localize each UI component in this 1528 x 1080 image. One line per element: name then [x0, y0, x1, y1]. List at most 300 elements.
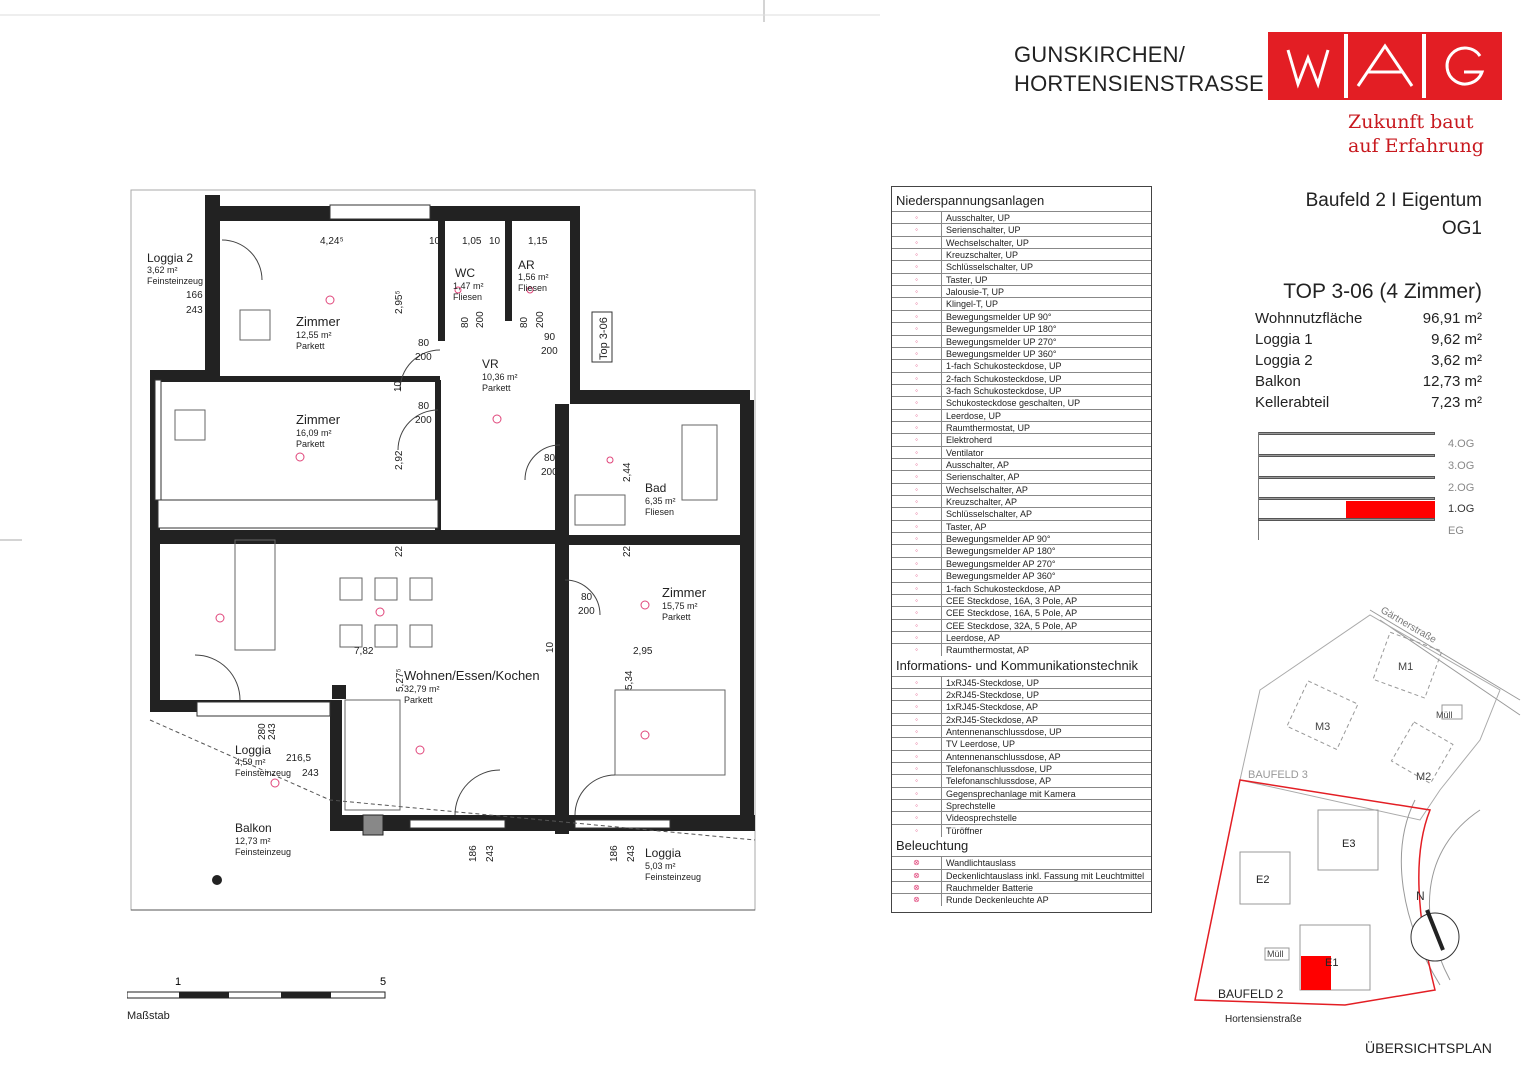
legend-row — [892, 335, 1151, 348]
legend-label: Serienschalter, AP — [946, 472, 1020, 483]
room-floor: Parkett — [482, 383, 511, 393]
legend-row — [892, 310, 1151, 323]
dimension: 166 — [186, 290, 203, 301]
legend-symbol-icon: ◦ — [892, 422, 942, 434]
legend-symbol-icon: ◦ — [892, 763, 942, 775]
legend-symbol-icon: ◦ — [892, 459, 942, 471]
legend-symbol-icon: ◦ — [892, 689, 942, 701]
room-area: 15,75 m² — [662, 601, 698, 611]
legend-symbol-icon: ◦ — [892, 775, 942, 787]
building-label: E3 — [1342, 838, 1356, 850]
legend-symbol-icon: ◦ — [892, 558, 942, 570]
legend-symbol-icon: ◦ — [892, 336, 942, 348]
legend-symbol-icon: ◦ — [892, 249, 942, 261]
legend-row — [892, 824, 1151, 837]
level-label: EG — [1448, 525, 1464, 537]
building-label: E1 — [1325, 957, 1339, 969]
legend-symbol-icon: ◦ — [892, 533, 942, 545]
room-name: VR — [482, 357, 499, 371]
legend-label: TV Leerdose, UP — [946, 739, 1016, 750]
area-value: 9,62 m² — [1431, 331, 1482, 348]
room-name: AR — [518, 258, 535, 272]
legend-row — [892, 688, 1151, 701]
area-label: Kellerabteil — [1255, 394, 1330, 411]
area-row — [1255, 352, 1482, 372]
legend-row — [892, 762, 1151, 775]
windows — [155, 205, 670, 828]
area-row — [1255, 331, 1482, 351]
dimension: 80 — [418, 401, 430, 412]
legend-symbol-icon: ◦ — [892, 701, 942, 713]
legend-row — [892, 446, 1151, 459]
room-area: 12,73 m² — [235, 836, 271, 846]
level-slab — [1258, 476, 1435, 479]
muell-label: Müll — [1267, 949, 1284, 959]
level-slab — [1258, 454, 1435, 457]
active-level-highlight — [1346, 501, 1435, 518]
street-bottom-label: Hortensienstraße — [1225, 1014, 1302, 1025]
legend-row — [892, 236, 1151, 249]
dimension: 243 — [485, 845, 496, 862]
legend-label: Taster, UP — [946, 274, 988, 285]
overview-caption: ÜBERSICHTSPLAN — [1365, 1040, 1492, 1056]
legend-label: Antennenanschlussdose, AP — [946, 751, 1061, 762]
legend-label: Jalousie-T, UP — [946, 287, 1005, 298]
legend-row — [892, 787, 1151, 800]
room-name: Loggia — [645, 846, 682, 860]
legend-row — [892, 569, 1151, 582]
dimension: 243 — [626, 845, 637, 862]
legend-row — [892, 285, 1151, 298]
level-label: 1.OG — [1448, 503, 1475, 515]
area-label: Loggia 2 — [1255, 352, 1313, 369]
legend-symbol-icon: ◦ — [892, 298, 942, 310]
room-name: Balkon — [235, 821, 272, 835]
room-name: Wohnen/Essen/Kochen — [404, 668, 540, 683]
legend-row — [892, 495, 1151, 508]
legend-symbol-icon: ◦ — [892, 825, 942, 837]
legend-row — [892, 297, 1151, 310]
dimension: 5,34 — [624, 670, 635, 690]
area-label: Balkon — [1255, 373, 1301, 390]
legend-row — [892, 606, 1151, 619]
legend-symbol-icon: ⊗ — [892, 894, 942, 906]
legend-label: Rauchmelder Batterie — [946, 882, 1034, 893]
legend-symbol-icon: ◦ — [892, 397, 942, 409]
legend-section-title: Informations- und Kommunikationstechnik — [896, 657, 1139, 673]
level-label: 4.OG — [1448, 438, 1475, 450]
unit-title: TOP 3-06 (4 Zimmer) — [1283, 280, 1482, 303]
room-floor: Parkett — [296, 341, 325, 351]
dimension: 200 — [535, 311, 546, 328]
legend-symbol-icon: ◦ — [892, 583, 942, 595]
dimension: 10 — [393, 380, 404, 392]
legend-label: Kreuzschalter, UP — [946, 250, 1019, 261]
legend-symbol-icon: ◦ — [892, 751, 942, 763]
dimension: 280 — [257, 723, 268, 740]
legend-table — [891, 186, 1152, 913]
room-name: WC — [455, 266, 475, 280]
level-label: 2.OG — [1448, 482, 1475, 494]
slogan — [1348, 110, 1484, 158]
dimension: 200 — [415, 415, 432, 426]
legend-label: CEE Steckdose, 32A, 5 Pole, AP — [946, 620, 1078, 631]
legend-symbol-icon: ◦ — [892, 620, 942, 632]
legend-label: Leerdose, AP — [946, 632, 1001, 643]
building-label: M3 — [1315, 721, 1331, 733]
legend-row — [892, 713, 1151, 726]
area-value: 7,23 m² — [1431, 394, 1482, 411]
legend-row — [892, 433, 1151, 446]
legend-row — [892, 676, 1151, 689]
legend-row — [892, 557, 1151, 570]
legend-label: Bewegungsmelder UP 90° — [946, 311, 1052, 322]
legend-symbol-icon: ◦ — [892, 311, 942, 323]
legend-label: 2xRJ45-Steckdose, UP — [946, 689, 1040, 700]
legend-label: Leerdose, UP — [946, 410, 1002, 421]
room-area: 4,59 m² — [235, 757, 266, 767]
scale-tick-1: 1 — [175, 976, 182, 988]
legend-label: Klingel-T, UP — [946, 299, 999, 310]
legend-label: Bewegungsmelder UP 270° — [946, 336, 1057, 347]
room-area: 10,36 m² — [482, 372, 518, 382]
legend-row — [892, 774, 1151, 787]
north-label: N — [1416, 889, 1425, 903]
room-name: Bad — [645, 481, 667, 495]
legend-label: Wechselschalter, AP — [946, 484, 1028, 495]
shaft — [332, 685, 346, 699]
balcony-drain — [212, 875, 222, 885]
legend-row — [892, 372, 1151, 385]
legend-label: Telefonanschlussdose, UP — [946, 764, 1053, 775]
room-name: Loggia 2 — [147, 251, 194, 265]
legend-label: Schlüsselschalter, AP — [946, 509, 1033, 520]
wag-logo — [1268, 32, 1502, 100]
dimension: 7,82 — [354, 646, 374, 657]
room-area: 16,09 m² — [296, 428, 332, 438]
muell-label: Müll — [1436, 710, 1453, 720]
area-value: 12,73 m² — [1422, 373, 1482, 390]
dimension: 200 — [415, 352, 432, 363]
dimension: 80 — [460, 316, 471, 328]
dimension: 216,5 — [286, 753, 312, 764]
scale-bar — [127, 975, 387, 1010]
room-floor: Fliesen — [645, 507, 675, 517]
legend-symbol-icon: ◦ — [892, 545, 942, 557]
legend-label: CEE Steckdose, 16A, 5 Pole, AP — [946, 608, 1078, 619]
legend-symbol-icon: ◦ — [892, 521, 942, 533]
dimension: 243 — [186, 305, 203, 316]
legend-symbol-icon: ◦ — [892, 714, 942, 726]
legend-row — [892, 223, 1151, 236]
legend-label: Bewegungsmelder AP 270° — [946, 558, 1056, 569]
dimension: 1,05 — [462, 236, 482, 247]
legend-row — [892, 619, 1151, 632]
legend-row — [892, 409, 1151, 422]
legend-symbol-icon: ◦ — [892, 471, 942, 483]
room-area: 32,79 m² — [404, 684, 440, 694]
legend-symbol-icon: ◦ — [892, 595, 942, 607]
room-name: Zimmer — [662, 585, 707, 600]
dimension: 1,15 — [528, 236, 548, 247]
legend-row — [892, 421, 1151, 434]
room-floor: Parkett — [662, 612, 691, 622]
legend-label: Raumthermostat, AP — [946, 645, 1030, 656]
level-label: 3.OG — [1448, 460, 1475, 472]
scale-label: Maßstab — [127, 1010, 170, 1022]
legend-label: 1xRJ45-Steckdose, AP — [946, 702, 1039, 713]
slogan-line-2: auf Erfahrung — [1348, 135, 1484, 157]
legend-label: Videosprechstelle — [946, 813, 1017, 824]
area-row — [1255, 394, 1482, 414]
legend-label: Wandlichtauslass — [946, 858, 1016, 869]
legend-symbol-icon: ◦ — [892, 286, 942, 298]
legend-row — [892, 211, 1151, 224]
legend-symbol-icon: ◦ — [892, 348, 942, 360]
room-floor: Parkett — [296, 439, 325, 449]
legend-symbol-icon: ◦ — [892, 360, 942, 372]
legend-label: 2-fach Schukosteckdose, UP — [946, 373, 1062, 384]
legend-symbol-icon: ◦ — [892, 800, 942, 812]
room-floor: Fliesen — [518, 283, 548, 293]
dimension: 4,24⁵ — [320, 236, 344, 247]
legend-symbol-icon: ◦ — [892, 677, 942, 689]
legend-row — [892, 322, 1151, 335]
legend-row — [892, 470, 1151, 483]
legend-symbol-icon: ◦ — [892, 484, 942, 496]
legend-row — [892, 483, 1151, 496]
building-label: M1 — [1398, 661, 1414, 673]
legend-row — [892, 725, 1151, 738]
legend-row — [892, 881, 1151, 894]
legend-label: Bewegungsmelder UP 180° — [946, 324, 1057, 335]
dimension: 243 — [302, 768, 319, 779]
building-label: E2 — [1256, 874, 1270, 886]
level-slab — [1258, 497, 1435, 500]
legend-row — [892, 631, 1151, 644]
room-area: 12,55 m² — [296, 330, 332, 340]
legend-label: Türöffner — [946, 825, 983, 836]
baufeld3-label: BAUFELD 3 — [1248, 769, 1308, 781]
dimension: 22 — [394, 545, 405, 557]
legend-label: Wechselschalter, UP — [946, 237, 1029, 248]
dimension: 2,95⁵ — [394, 290, 405, 314]
scale-tick-5: 5 — [380, 976, 387, 988]
legend-symbol-icon: ⊗ — [892, 882, 942, 894]
north-arrow-circle — [1411, 913, 1459, 961]
legend-symbol-icon: ◦ — [892, 812, 942, 824]
chimney — [363, 815, 383, 835]
legend-label: Bewegungsmelder AP 180° — [946, 546, 1056, 557]
slogan-line-1: Zukunft baut — [1348, 111, 1474, 133]
room-area: 1,47 m² — [453, 281, 484, 291]
legend-symbol-icon: ◦ — [892, 385, 942, 397]
legend-row — [892, 248, 1151, 261]
legend-symbol-icon: ◦ — [892, 373, 942, 385]
area-row — [1255, 310, 1482, 330]
legend-label: CEE Steckdose, 16A, 3 Pole, AP — [946, 595, 1078, 606]
legend-row — [892, 737, 1151, 750]
legend-symbol-icon: ◦ — [892, 224, 942, 236]
legend-label: Antennenanschlussdose, UP — [946, 727, 1062, 737]
dimension: 2,92 — [394, 450, 405, 470]
dimension: 80 — [418, 338, 430, 349]
legend-label: Ausschalter, UP — [946, 213, 1011, 223]
room-floor: Parkett — [404, 695, 433, 705]
legend-section-title: Beleuchtung — [896, 838, 969, 854]
area-value: 3,62 m² — [1431, 352, 1482, 369]
legend-label: 2xRJ45-Steckdose, AP — [946, 714, 1039, 725]
legend-symbol-icon: ◦ — [892, 788, 942, 800]
dimension: 80 — [581, 592, 593, 603]
legend-label: Elektroherd — [946, 435, 993, 446]
floor-label: OG1 — [1441, 218, 1482, 239]
project-title — [1014, 40, 1264, 98]
dimension: 10 — [429, 236, 441, 247]
legend-label: Telefonanschlussdose, AP — [946, 776, 1052, 787]
legend-symbol-icon: ◦ — [892, 726, 942, 738]
dimension: 10 — [489, 236, 501, 247]
room-area: 1,56 m² — [518, 272, 549, 282]
legend-row — [892, 750, 1151, 763]
level-slab — [1258, 518, 1435, 521]
legend-symbol-icon: ◦ — [892, 237, 942, 249]
area-row — [1255, 373, 1482, 393]
legend-symbol-icon: ◦ — [892, 644, 942, 656]
room-floor: Feinsteinzeug — [235, 847, 292, 857]
legend-label: Taster, AP — [946, 521, 987, 532]
legend-row — [892, 507, 1151, 520]
dimension: 200 — [475, 311, 486, 328]
legend-row — [892, 582, 1151, 595]
building-label: M2 — [1416, 771, 1432, 783]
legend-symbol-icon: ◦ — [892, 607, 942, 619]
room-floor: Feinsteinzeug — [147, 276, 204, 286]
dimension: 80 — [519, 316, 530, 328]
legend-symbol-icon: ◦ — [892, 323, 942, 335]
legend-label: 1-fach Schukosteckdose, AP — [946, 583, 1061, 594]
dimension: 10 — [545, 641, 556, 653]
dimension: 2,95 — [633, 646, 653, 657]
room-floor: Feinsteinzeug — [235, 768, 292, 778]
legend-label: Bewegungsmelder AP 90° — [946, 534, 1051, 545]
baufeld2-label: BAUFELD 2 — [1218, 987, 1284, 1001]
legend-row — [892, 384, 1151, 397]
legend-symbol-icon: ⊗ — [892, 857, 942, 869]
dimension: 80 — [544, 453, 556, 464]
dimension: 186 — [468, 845, 479, 862]
legend-label: Ventilator — [946, 447, 984, 458]
legend-row — [892, 359, 1151, 372]
legend-row — [892, 544, 1151, 557]
dimension: 2,44 — [622, 462, 633, 482]
legend-symbol-icon: ⊗ — [892, 870, 942, 882]
legend-label: Deckenlichtauslass inkl. Fassung mit Leuchtmittel — [946, 870, 1145, 881]
legend-row — [892, 643, 1151, 656]
area-label: Wohnnutzfläche — [1255, 310, 1363, 327]
legend-row — [892, 520, 1151, 533]
legend-symbol-icon: ◦ — [892, 261, 942, 273]
baufeld-label: Baufeld 2 I Eigentum — [1305, 190, 1482, 211]
legend-label: Raumthermostat, UP — [946, 422, 1031, 433]
area-value: 96,91 m² — [1422, 310, 1482, 327]
room-name: Loggia — [235, 743, 272, 757]
dimension: 200 — [578, 606, 595, 617]
legend-label: 3-fach Schukosteckdose, UP — [946, 385, 1062, 396]
dimension: 22 — [622, 545, 633, 557]
legend-symbol-icon: ◦ — [892, 496, 942, 508]
project-line-2: HORTENSIENSTRASSE — [1014, 71, 1264, 96]
room-area: 5,03 m² — [645, 861, 676, 871]
legend-label: Schukosteckdose geschalten, UP — [946, 398, 1081, 409]
legend-row — [892, 396, 1151, 409]
legend-row — [892, 594, 1151, 607]
legend-row — [892, 811, 1151, 824]
legend-label: Runde Deckenleuchte AP — [946, 895, 1049, 906]
dimension: 200 — [541, 467, 558, 478]
legend-row — [892, 700, 1151, 713]
legend-label: Sprechstelle — [946, 801, 996, 812]
legend-label: Serienschalter, UP — [946, 225, 1021, 236]
legend-row — [892, 273, 1151, 286]
legend-row — [892, 799, 1151, 812]
legend-label: 1-fach Schukosteckdose, UP — [946, 361, 1062, 372]
legend-symbol-icon: ◦ — [892, 508, 942, 520]
room-name: Zimmer — [296, 412, 341, 427]
level-slab — [1258, 432, 1435, 435]
level-wall — [1258, 432, 1259, 540]
legend-symbol-icon: ◦ — [892, 212, 942, 224]
legend-label: 1xRJ45-Steckdose, UP — [946, 677, 1040, 688]
site-plan — [1180, 590, 1528, 1040]
dimension: 186 — [609, 845, 620, 862]
street-top-label: Gärtnerstraße — [1378, 605, 1438, 646]
legend-row — [892, 893, 1151, 906]
legend-row — [892, 532, 1151, 545]
legend-row — [892, 458, 1151, 471]
legend-label: Ausschalter, AP — [946, 460, 1010, 470]
room-name: Zimmer — [296, 314, 341, 329]
legend-symbol-icon: ◦ — [892, 632, 942, 644]
legend-label: Schlüsselschalter, UP — [946, 262, 1034, 273]
unit-tag: Top 3-06 — [598, 317, 610, 360]
room-floor: Feinsteinzeug — [645, 872, 702, 882]
legend-symbol-icon: ◦ — [892, 447, 942, 459]
legend-label: Bewegungsmelder UP 360° — [946, 348, 1057, 359]
dimension: 243 — [267, 723, 278, 740]
legend-row — [892, 869, 1151, 882]
legend-label: Kreuzschalter, AP — [946, 497, 1018, 508]
legend-row — [892, 856, 1151, 869]
room-area: 6,35 m² — [645, 496, 676, 506]
legend-symbol-icon: ◦ — [892, 570, 942, 582]
legend-section-title: Niederspannungsanlagen — [896, 193, 1045, 208]
legend-row — [892, 347, 1151, 360]
dimension: 90 — [544, 332, 556, 343]
dimension: 5,27⁵ — [395, 668, 406, 692]
dimension: 200 — [541, 346, 558, 357]
legend-label: Gegensprechanlage mit Kamera — [946, 788, 1076, 799]
legend-label: Bewegungsmelder AP 360° — [946, 571, 1056, 582]
legend-symbol-icon: ◦ — [892, 738, 942, 750]
legend-symbol-icon: ◦ — [892, 410, 942, 422]
legend-row — [892, 260, 1151, 273]
room-floor: Fliesen — [453, 292, 483, 302]
area-label: Loggia 1 — [1255, 331, 1313, 348]
room-area: 3,62 m² — [147, 265, 178, 275]
legend-symbol-icon: ◦ — [892, 274, 942, 286]
project-line-1: GUNSKIRCHEN/ — [1014, 42, 1186, 67]
